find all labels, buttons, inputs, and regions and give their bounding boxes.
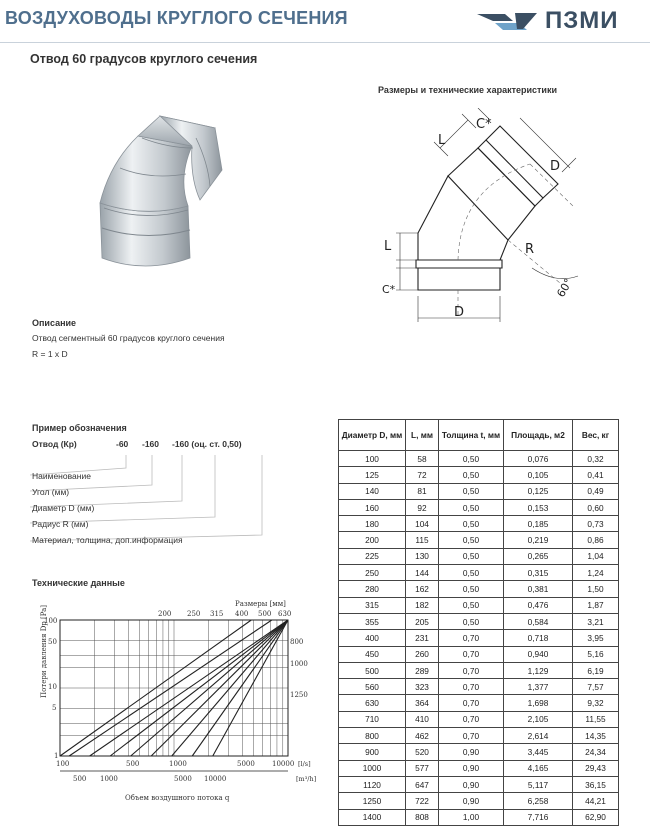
- cell-length: 72: [406, 467, 439, 483]
- col-header-length: L, мм: [406, 420, 439, 451]
- table-row: [339, 597, 619, 613]
- cell-area: 0,219: [504, 532, 573, 548]
- cell-thickness: 0,70: [439, 630, 504, 646]
- legend-label: Угол (мм): [32, 487, 70, 497]
- cell-diameter: 125: [339, 467, 406, 483]
- table-row: [339, 809, 619, 825]
- table-row: [339, 679, 619, 695]
- cell-weight: 1,50: [573, 581, 619, 597]
- cell-area: 2,105: [504, 711, 573, 727]
- size-label: 1250: [290, 691, 308, 699]
- cell-length: 104: [406, 516, 439, 532]
- cell-diameter: 560: [339, 679, 406, 695]
- cell-length: 520: [406, 744, 439, 760]
- cell-thickness: 0,50: [439, 467, 504, 483]
- cell-weight: 14,35: [573, 728, 619, 744]
- cell-weight: 0,32: [573, 451, 619, 467]
- cell-thickness: 0,70: [439, 679, 504, 695]
- size-label: 800: [290, 638, 304, 646]
- cell-length: 81: [406, 483, 439, 499]
- cell-thickness: 0,50: [439, 613, 504, 629]
- dimensions-title: Размеры и технические характеристики: [378, 85, 558, 95]
- company-logo: [475, 9, 645, 33]
- cell-area: 0,105: [504, 467, 573, 483]
- cell-weight: 11,55: [573, 711, 619, 727]
- table-row: [339, 516, 619, 532]
- cell-length: 323: [406, 679, 439, 695]
- cell-weight: 44,21: [573, 793, 619, 809]
- cell-area: 0,153: [504, 499, 573, 515]
- table-row: [339, 728, 619, 744]
- table-row: [339, 613, 619, 629]
- legend-label: Материал, толщина, доп.информация: [32, 535, 183, 545]
- cell-thickness: 0,90: [439, 776, 504, 792]
- size-label: 630: [278, 610, 292, 618]
- cell-thickness: 0,70: [439, 711, 504, 727]
- cell-area: 1,377: [504, 679, 573, 695]
- cell-weight: 6,19: [573, 662, 619, 678]
- cell-area: 2,614: [504, 728, 573, 744]
- x-tick-label-ls: 10000: [272, 760, 295, 768]
- header-divider: [0, 42, 650, 43]
- size-label: 250: [187, 610, 201, 618]
- cell-weight: 3,95: [573, 630, 619, 646]
- legend-label: Радиус R (мм): [32, 519, 89, 529]
- cell-length: 260: [406, 646, 439, 662]
- dim-label-d-top: D: [550, 159, 561, 174]
- table-row: [339, 499, 619, 515]
- y-tick-label: 100: [44, 617, 58, 625]
- table-row: [339, 467, 619, 483]
- cell-area: 6,258: [504, 793, 573, 809]
- cell-diameter: 450: [339, 646, 406, 662]
- cell-length: 364: [406, 695, 439, 711]
- cell-area: 4,165: [504, 760, 573, 776]
- cell-length: 144: [406, 565, 439, 581]
- cell-weight: 0,73: [573, 516, 619, 532]
- cell-area: 0,185: [504, 516, 573, 532]
- cell-diameter: 250: [339, 565, 406, 581]
- cell-area: 0,381: [504, 581, 573, 597]
- cell-weight: 0,86: [573, 532, 619, 548]
- cell-thickness: 0,50: [439, 565, 504, 581]
- x-tick-label-ls: 100: [56, 760, 70, 768]
- cell-length: 205: [406, 613, 439, 629]
- cell-thickness: 0,50: [439, 548, 504, 564]
- y-tick-label: 5: [52, 704, 57, 712]
- cell-weight: 0,41: [573, 467, 619, 483]
- cell-weight: 9,32: [573, 695, 619, 711]
- cell-length: 577: [406, 760, 439, 776]
- cell-diameter: 1120: [339, 776, 406, 792]
- cell-length: 808: [406, 809, 439, 825]
- table-row: [339, 532, 619, 548]
- cell-weight: 1,04: [573, 548, 619, 564]
- table-header-row: [339, 420, 619, 451]
- cell-area: 0,476: [504, 597, 573, 613]
- cell-weight: 5,16: [573, 646, 619, 662]
- description-line: Отвод сегментный 60 градусов круглого сечения: [32, 333, 225, 343]
- code-part-name: Отвод (Кр): [32, 439, 77, 449]
- x-tick-label-ls: 500: [126, 760, 140, 768]
- y-tick-label: 50: [48, 638, 57, 646]
- x-tick-label-m3h: 10000: [204, 775, 227, 783]
- description-title: Описание: [32, 318, 77, 328]
- cell-diameter: 900: [339, 744, 406, 760]
- cell-diameter: 500: [339, 662, 406, 678]
- cell-length: 115: [406, 532, 439, 548]
- cell-area: 0,125: [504, 483, 573, 499]
- example-title: Пример обозначения: [32, 423, 127, 433]
- table-row: [339, 793, 619, 809]
- table-row: [339, 646, 619, 662]
- cell-diameter: 355: [339, 613, 406, 629]
- cell-diameter: 315: [339, 597, 406, 613]
- cell-diameter: 630: [339, 695, 406, 711]
- cell-length: 462: [406, 728, 439, 744]
- cell-weight: 62,90: [573, 809, 619, 825]
- x-unit-ls: [l/s]: [298, 760, 311, 768]
- header-bar: [0, 0, 650, 42]
- cell-thickness: 0,50: [439, 581, 504, 597]
- cell-thickness: 0,50: [439, 451, 504, 467]
- cell-weight: 1,87: [573, 597, 619, 613]
- dim-label-c-bottom: C*: [382, 283, 396, 296]
- size-axis-title: Размеры [мм]: [235, 600, 286, 608]
- table-row: [339, 451, 619, 467]
- cell-length: 130: [406, 548, 439, 564]
- cell-area: 5,117: [504, 776, 573, 792]
- document-title: ВОЗДУХОВОДЫ КРУГЛОГО СЕЧЕНИЯ: [5, 8, 348, 28]
- cell-area: 0,584: [504, 613, 573, 629]
- col-header-diameter: Диаметр D, мм: [339, 420, 406, 451]
- cell-thickness: 0,70: [439, 728, 504, 744]
- cell-diameter: 1400: [339, 809, 406, 825]
- cell-length: 722: [406, 793, 439, 809]
- cell-area: 0,265: [504, 548, 573, 564]
- dim-label-d-bottom: D: [454, 305, 465, 320]
- cell-thickness: 0,90: [439, 760, 504, 776]
- cell-thickness: 0,70: [439, 662, 504, 678]
- cell-thickness: 0,50: [439, 483, 504, 499]
- logo-mark-icon: [475, 9, 545, 33]
- col-header-weight: Вес, кг: [573, 420, 619, 451]
- cell-diameter: 180: [339, 516, 406, 532]
- cell-thickness: 1,00: [439, 809, 504, 825]
- cell-diameter: 100: [339, 451, 406, 467]
- description-line: R = 1 x D: [32, 349, 68, 359]
- x-tick-label-m3h: 5000: [174, 775, 192, 783]
- cell-length: 647: [406, 776, 439, 792]
- cell-area: 3,445: [504, 744, 573, 760]
- cell-diameter: 280: [339, 581, 406, 597]
- x-unit-m3h: [m³/h]: [296, 775, 317, 783]
- cell-length: 231: [406, 630, 439, 646]
- cell-diameter: 400: [339, 630, 406, 646]
- table-row: [339, 776, 619, 792]
- cell-diameter: 160: [339, 499, 406, 515]
- code-part-angle: -60: [116, 439, 129, 449]
- cell-area: 1,129: [504, 662, 573, 678]
- table-row: [339, 695, 619, 711]
- dim-label-angle: 60°: [554, 276, 576, 300]
- cell-thickness: 0,90: [439, 744, 504, 760]
- cell-weight: 29,43: [573, 760, 619, 776]
- cell-diameter: 200: [339, 532, 406, 548]
- cell-area: 0,315: [504, 565, 573, 581]
- table-body: [339, 451, 619, 826]
- table-row: [339, 630, 619, 646]
- legend-label: Наименование: [32, 471, 91, 481]
- cell-length: 289: [406, 662, 439, 678]
- cell-weight: 3,21: [573, 613, 619, 629]
- dim-label-l-top: L: [438, 133, 446, 148]
- table-row: [339, 744, 619, 760]
- cell-weight: 1,24: [573, 565, 619, 581]
- cell-area: 0,940: [504, 646, 573, 662]
- pressure-loss-chart: [30, 594, 330, 806]
- dim-label-r: R: [525, 242, 535, 257]
- cell-thickness: 0,70: [439, 695, 504, 711]
- spec-table: [338, 419, 619, 826]
- cell-weight: 24,34: [573, 744, 619, 760]
- cell-diameter: 710: [339, 711, 406, 727]
- chart-grid: [60, 620, 288, 756]
- code-part-diameter: -160: [142, 439, 160, 449]
- size-label: 1000: [290, 660, 308, 668]
- cell-thickness: 0,50: [439, 516, 504, 532]
- x-tick-label-m3h: 1000: [100, 775, 118, 783]
- y-tick-label: 1: [54, 752, 59, 760]
- cell-thickness: 0,50: [439, 532, 504, 548]
- size-label: 200: [158, 610, 172, 618]
- cell-thickness: 0,70: [439, 646, 504, 662]
- size-label: 500: [258, 610, 272, 618]
- product-title: Отвод 60 градусов круглого сечения: [30, 52, 258, 66]
- tech-data-title: Технические данные: [32, 578, 125, 588]
- logo-text: ПЗМИ: [545, 7, 619, 34]
- cell-thickness: 0,90: [439, 793, 504, 809]
- cell-area: 1,698: [504, 695, 573, 711]
- cell-diameter: 1000: [339, 760, 406, 776]
- elbow-drawing: [360, 108, 610, 333]
- cell-area: 7,716: [504, 809, 573, 825]
- cell-weight: 0,49: [573, 483, 619, 499]
- x-tick-label-ls: 5000: [237, 760, 255, 768]
- cell-area: 0,718: [504, 630, 573, 646]
- col-header-area: Площадь, м2: [504, 420, 573, 451]
- col-header-thickness: Толщина t, мм: [439, 420, 504, 451]
- dim-label-l-bottom: L: [384, 239, 392, 254]
- table-row: [339, 565, 619, 581]
- cell-thickness: 0,50: [439, 597, 504, 613]
- dim-label-c-top: C*: [476, 117, 492, 132]
- size-label: 315: [210, 610, 224, 618]
- y-tick-label: 10: [48, 683, 57, 691]
- size-label: 400: [235, 610, 249, 618]
- cell-area: 0,076: [504, 451, 573, 467]
- table-row: [339, 548, 619, 564]
- cell-diameter: 140: [339, 483, 406, 499]
- cell-length: 410: [406, 711, 439, 727]
- code-part-radius: -160 (оц. ст. 0,50): [172, 439, 242, 449]
- table-row: [339, 483, 619, 499]
- cell-length: 58: [406, 451, 439, 467]
- cell-weight: 36,15: [573, 776, 619, 792]
- cell-length: 182: [406, 597, 439, 613]
- elbow-photo: [90, 108, 230, 278]
- table-row: [339, 581, 619, 597]
- x-tick-label-m3h: 500: [73, 775, 87, 783]
- cell-length: 92: [406, 499, 439, 515]
- table-row: [339, 662, 619, 678]
- table-row: [339, 760, 619, 776]
- cell-diameter: 800: [339, 728, 406, 744]
- x-tick-label-ls: 1000: [169, 760, 187, 768]
- cell-weight: 7,57: [573, 679, 619, 695]
- cell-diameter: 225: [339, 548, 406, 564]
- table-row: [339, 711, 619, 727]
- cell-length: 162: [406, 581, 439, 597]
- y-axis-label: Потери давления Dp [Pa]: [40, 604, 48, 698]
- cell-thickness: 0,50: [439, 499, 504, 515]
- cell-diameter: 1250: [339, 793, 406, 809]
- legend-label: Диаметр D (мм): [32, 503, 95, 513]
- x-axis-label: Объем воздушного потока q: [125, 794, 230, 802]
- cell-weight: 0,60: [573, 499, 619, 515]
